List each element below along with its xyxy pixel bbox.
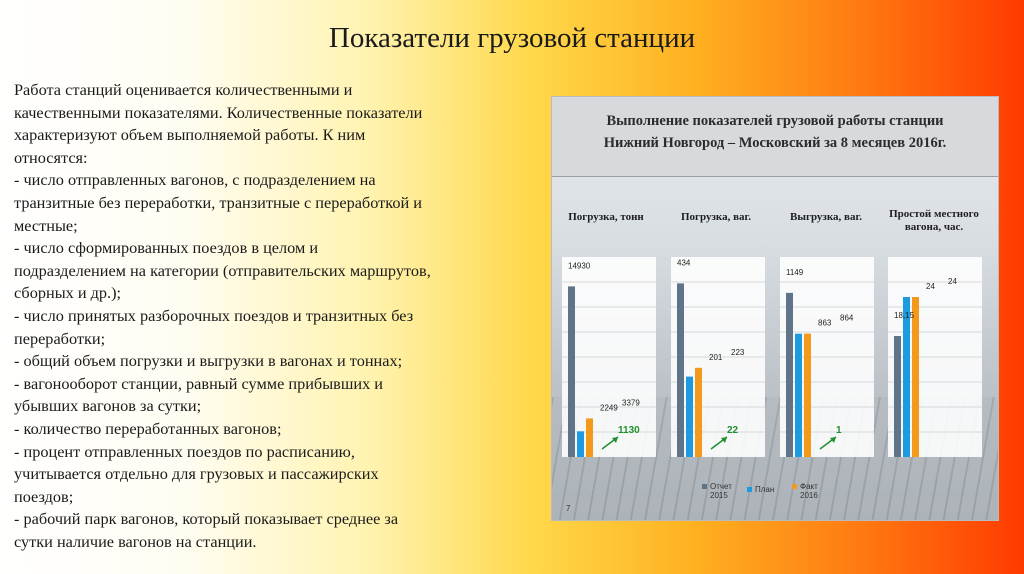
body-line: характеризуют объем выполняемой работы. К ним (14, 125, 366, 145)
body-line: убывших вагонов за сутки; (14, 396, 202, 416)
bar-report-2015 (894, 336, 901, 457)
legend-label: План (755, 485, 775, 494)
bar-plan (686, 377, 693, 457)
body-text (14, 79, 534, 553)
chart-title-idle-time: Простой местного вагона, час. (889, 208, 979, 233)
bar-plan (903, 297, 910, 457)
data-label: 24 (926, 282, 935, 291)
chart-title-loading-tons: Погрузка, тонн (568, 211, 644, 223)
bar-report-2015 (677, 283, 684, 457)
body-line: - количество переработанных вагонов; (14, 418, 282, 438)
body-line: относятся: (14, 147, 88, 167)
chart-panel (551, 96, 999, 521)
panel-heading-line1: Выполнение показателей грузовой работы станции (606, 113, 944, 129)
body-line: сутки наличие вагонов на станции. (14, 531, 257, 551)
legend-label: Факт (800, 482, 818, 491)
data-label: 863 (818, 318, 832, 328)
body-line: сборных и др.); (14, 283, 122, 303)
data-label: 18,15 (894, 311, 915, 320)
bar-fact-2016 (912, 297, 919, 457)
panel-heading-line2: Нижний Новгород – Московский за 8 месяцев 2016г. (603, 135, 947, 151)
delta-label: 22 (727, 425, 739, 436)
chart-unloading-wagons (780, 257, 880, 467)
delta-label: 1130 (618, 425, 640, 436)
legend-swatch (792, 484, 797, 489)
body-line: поездов; (14, 486, 74, 506)
bar-fact-2016 (695, 368, 702, 457)
delta-label: 1 (836, 425, 842, 436)
body-line: качественными показателями. Количественные показатели (14, 102, 423, 122)
legend-swatch (702, 484, 707, 489)
body-line: местные; (14, 215, 78, 235)
bar-fact-2016 (586, 418, 593, 457)
body-line: учитывается отдельно для грузовых и пассажирских (14, 464, 379, 484)
chart-title-loading-wagons: Погрузка, ваг. (680, 211, 752, 223)
chart-idle-time (888, 257, 988, 467)
slide-title: Показатели грузовой станции (328, 22, 696, 54)
chart-title-unloading-wagons: Выгрузка, ваг. (790, 211, 862, 223)
body-line: - общий объем погрузки и выгрузки в вагонах и тоннах; (14, 351, 403, 371)
body-line: - вагонооборот станции, равный сумме прибывших и (14, 373, 384, 393)
body-line: - рабочий парк вагонов, который показывает среднее за (14, 509, 399, 529)
bar-plan (577, 431, 584, 457)
data-label: 434 (677, 258, 691, 268)
body-line: - число сформированных поездов в целом и (14, 238, 319, 258)
legend-label-year: 2015 (710, 491, 728, 500)
body-line: - число отправленных вагонов, с подразделением на (14, 170, 376, 190)
legend-label-year: 2016 (800, 491, 818, 500)
data-label: 2249 (600, 403, 618, 413)
bar-plan (795, 334, 802, 457)
data-label: 864 (840, 313, 854, 323)
bar-fact-2016 (804, 334, 811, 457)
data-label: 223 (731, 347, 745, 357)
chart-loading-tons (562, 257, 662, 467)
legend-swatch (747, 487, 752, 492)
bar-report-2015 (786, 293, 793, 457)
legend-item-fact-2016 (792, 482, 818, 500)
body-line: транзитные без переработки, транзитные с переработкой и (14, 192, 422, 212)
page-number: 7 (566, 504, 571, 513)
body-line: переработки; (14, 328, 106, 348)
data-label: 1149 (786, 267, 804, 277)
data-label: 24 (948, 277, 957, 286)
data-label: 14930 (568, 261, 591, 271)
body-line: Работа станций оценивается количественными и (14, 80, 353, 99)
body-line: - процент отправленных поездов по расписанию, (14, 441, 355, 461)
chart-loading-wagons (671, 257, 771, 467)
legend-item-report-2015 (702, 482, 732, 500)
legend-label: Отчет (710, 482, 732, 491)
body-line: - число принятых разборочных поездов и транзитных без (14, 305, 414, 325)
data-label: 3379 (622, 398, 640, 408)
body-line: подразделением на категории (отправительских маршрутов, (14, 260, 431, 280)
bar-report-2015 (568, 286, 575, 457)
data-label: 201 (709, 352, 723, 362)
panel-heading (552, 97, 998, 177)
legend-item-plan (747, 485, 774, 494)
